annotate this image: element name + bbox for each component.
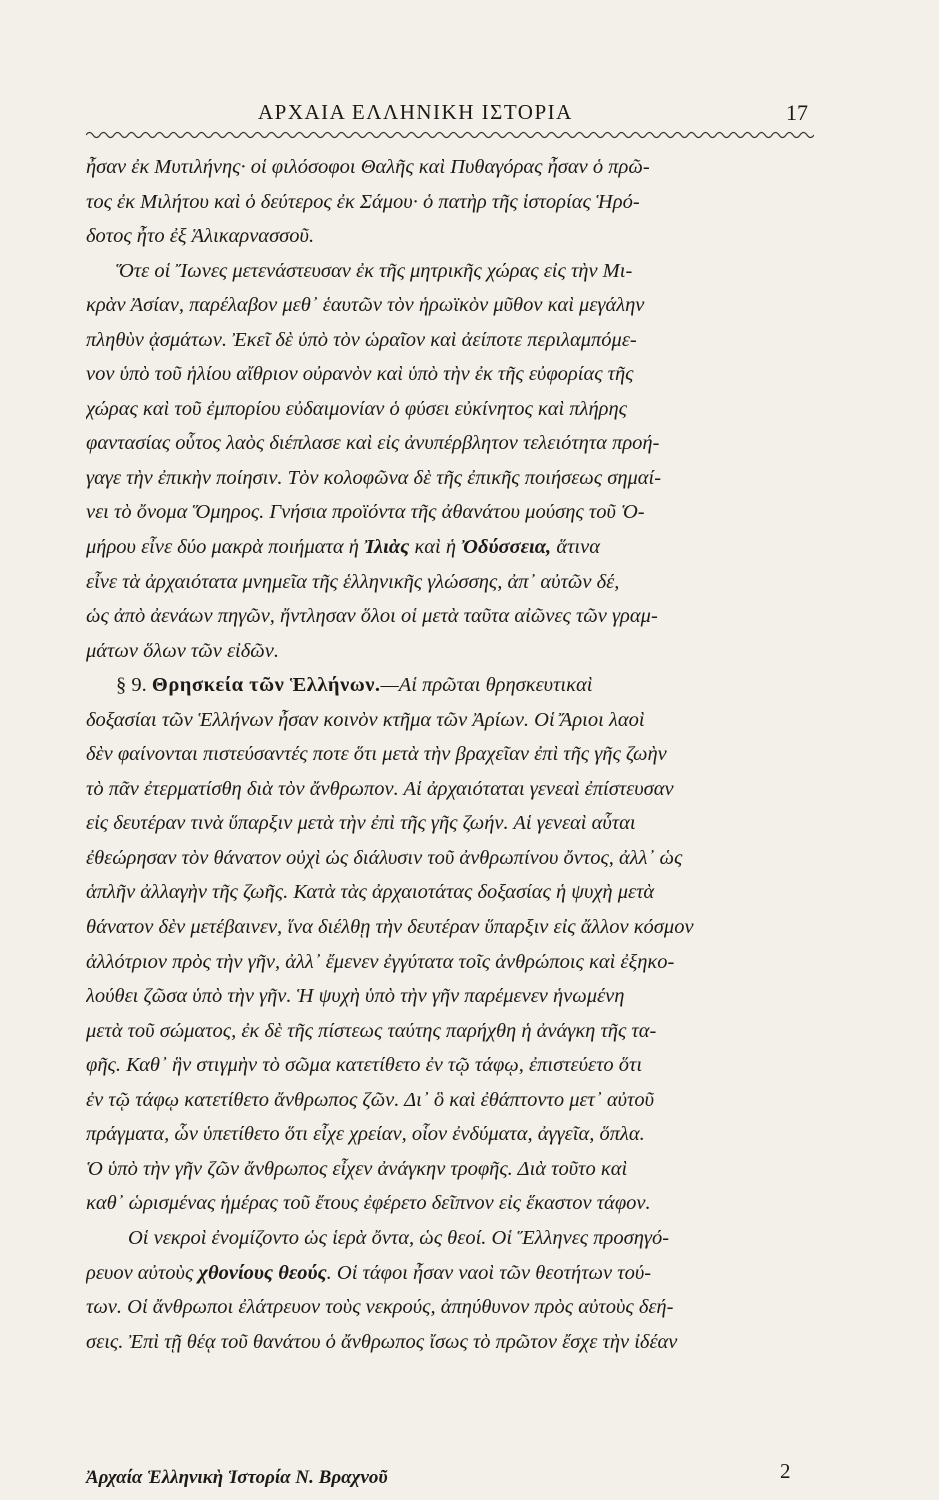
text-line: δὲν φαίνονται πιστεύσαντές ποτε ὅτι μετὰ τὴν βραχεῖαν ἐπὶ τῆς γῆς ζωὴν: [86, 743, 667, 766]
signature-text: Ἀρχαία Ἑλληνικὴ Ἱστορία Ν. Βραχνοῦ: [86, 1467, 388, 1488]
running-head-title: ΑΡΧΑΙΑ ΕΛΛΗΝΙΚΗ ΙΣΤΟΡΙΑ: [258, 100, 573, 124]
text-line: ἐν τῷ τάφῳ κατετίθετο ἄνθρωπος ζῶν. Δι᾽ ὃ καὶ ἐθάπτοντο μετ᾽ αὐτοῦ: [86, 1088, 655, 1111]
emphasized-term: Ὀδύσσεια,: [461, 536, 552, 559]
text-line: θάνατον δὲν μετέβαινεν, ἵνα διέλθῃ τὴν δευτέραν ὕπαρξιν εἰς ἄλλον κόσμον: [86, 916, 694, 939]
emphasized-term: Ἰλιὰς: [364, 536, 410, 559]
text-run: . Οἱ τάφοι ἦσαν ναοὶ τῶν θεοτήτων τού-: [326, 1261, 652, 1284]
running-head: [0, 100, 939, 130]
page-number: 17: [786, 100, 808, 125]
text-line: σεις. Ἐπὶ τῇ θέᾳ τοῦ θανάτου ὁ ἄνθρωπος ἴσως τὸ πρῶτον ἔσχε τὴν ἰδέαν: [86, 1330, 678, 1353]
text-line: τος ἐκ Μιλήτου καὶ ὁ δεύτερος ἐκ Σάμου· ὁ πατὴρ τῆς ἱστορίας Ἡρό-: [86, 190, 640, 213]
text-run: καὶ ἡ: [409, 536, 462, 559]
text-line: φαντασίας οὗτος λαὸς διέπλασε καὶ εἰς ἀνυπέρβλητον τελειότητα προή-: [86, 432, 660, 455]
text-run: ρευον αὐτοὺς: [86, 1261, 199, 1284]
text-line: [86, 530, 818, 565]
text-line: εἶνε τὰ ἀρχαιότατα μνημεῖα τῆς ἑλληνικῆς γλώσσης, ἀπ᾽ αὐτῶν δέ,: [86, 570, 620, 593]
body-text: [86, 150, 818, 1359]
text-line: ἦσαν ἐκ Μυτιλήνης· οἱ φιλόσοφοι Θαλῆς καὶ Πυθαγόρας ἦσαν ὁ πρῶ-: [86, 156, 650, 178]
text-line: πληθὺν ᾀσμάτων. Ἐκεῖ δὲ ὑπὸ τὸν ὡραῖον καὶ ἀείποτε περιλαμπόμε-: [86, 328, 637, 351]
text-line: τὸ πᾶν ἐτερματίσθη διὰ τὸν ἄνθρωπον. Αἱ ἀρχαιόταται γενεαὶ ἐπίστευσαν: [86, 777, 674, 800]
text-line: φῆς. Καθ᾽ ἣν στιγμὴν τὸ σῶμα κατετίθετο ἐν τῷ τάφῳ, ἐπιστεύετο ὅτι: [86, 1054, 643, 1077]
text-line: εἰς δευτέραν τινὰ ὕπαρξιν μετὰ τὴν ἐπὶ τῆς γῆς ζωήν. Αἱ γενεαὶ αὗται: [86, 812, 636, 835]
text-line: καθ᾽ ὡρισμένας ἡμέρας τοῦ ἔτους ἐφέρετο δεῖπνον εἰς ἕκαστον τάφον.: [86, 1192, 651, 1215]
section-heading: Θρησκεία τῶν Ἑλλήνων.: [151, 674, 381, 697]
text-line: Ὁ ὑπὸ τὴν γῆν ζῶν ἄνθρωπος εἶχεν ἀνάγκην τροφῆς. Διὰ τοῦτο καὶ: [86, 1157, 628, 1180]
text-run: μήρου εἶνε δύο μακρὰ ποιήματα ἡ: [86, 536, 365, 559]
section-number: § 9.: [116, 674, 147, 697]
text-line: μετὰ τοῦ σώματος, ἐκ δὲ τῆς πίστεως ταύτης παρήχθη ἡ ἀνάγκη τῆς τα-: [86, 1019, 657, 1042]
text-line: ἀλλότριον πρὸς τὴν γῆν, ἀλλ᾽ ἔμενεν ἐγγύτατα τοῖς ἀνθρώποις καὶ ἐξηκο-: [86, 950, 675, 973]
text-line: [86, 1221, 818, 1256]
text-line: δοξασίαι τῶν Ἑλλήνων ἦσαν κοινὸν κτῆμα τῶν Ἀρίων. Οἱ Ἄριοι λαοὶ: [86, 708, 645, 731]
emphasized-term: χθονίους θεούς: [198, 1261, 327, 1284]
text-line: γαγε τὴν ἐπικὴν ποίησιν. Τὸν κολοφῶνα δὲ τῆς ἐπικῆς ποιήσεως σημαί-: [86, 466, 662, 489]
text-line: νει τὸ ὄνομα Ὅμηρος. Γνήσια προϊόντα τῆς ἀθανάτου μούσης τοῦ Ὁ-: [86, 501, 645, 524]
text-line: πράγματα, ὧν ὑπετίθετο ὅτι εἶχε χρείαν, οἷον ἐνδύματα, ἀγγεῖα, ὅπλα.: [86, 1123, 645, 1146]
text-line: δοτος ἦτο ἐξ Ἁλικαρνασσοῦ.: [86, 225, 315, 248]
text-line: των. Οἱ ἄνθρωποι ἐλάτρευον τοὺς νεκρούς, ἀπηύθυνον πρὸς αὐτοὺς δεή-: [86, 1296, 674, 1319]
text-line: λούθει ζῶσα ὑπὸ τὴν γῆν. Ἡ ψυχὴ ὑπὸ τὴν γῆν παρέμενεν ἡνωμένη: [86, 985, 625, 1008]
text-line: χώρας καὶ τοῦ ἐμπορίου εὐδαιμονίαν ὁ φύσει εὐκίνητος καὶ πλήρης: [86, 397, 627, 420]
signature-mark: 2: [780, 1459, 791, 1483]
ornamental-wavy-rule: [86, 128, 814, 142]
text-run: ἅτινα: [551, 536, 600, 559]
text-run: Οἱ νεκροὶ ἐνομίζοντο ὡς ἱερὰ ὄντα, ὡς θεοί. Οἱ Ἕλληνες προσηγό-: [128, 1226, 670, 1249]
text-line: κρὰν Ἀσίαν, παρέλαβον μεθ᾽ ἑαυτῶν τὸν ἡρωϊκὸν μῦθον καὶ μεγάλην: [86, 294, 645, 317]
text-line: μάτων ὅλων τῶν εἰδῶν.: [86, 639, 279, 662]
text-line: [86, 1256, 818, 1291]
text-line: Ὅτε οἱ Ἴωνες μετενάστευσαν ἐκ τῆς μητρικῆς χώρας εἰς τὴν Μι-: [116, 259, 633, 282]
text-line: [86, 668, 818, 703]
text-line: νον ὑπὸ τοῦ ἡλίου αἴθριον οὐρανὸν καὶ ὑπὸ τὴν ἐκ τῆς εὐφορίας τῆς: [86, 363, 634, 386]
text-line: ἐθεώρησαν τὸν θάνατον οὐχὶ ὡς διάλυσιν τοῦ ἀνθρωπίνου ὄντος, ἀλλ᾽ ὡς: [86, 846, 683, 869]
text-run: —Αἱ πρῶται θρησκευτικαὶ: [380, 674, 593, 697]
text-line: ὡς ἀπὸ ἀενάων πηγῶν, ἤντλησαν ὅλοι οἱ μετὰ ταῦτα αἰῶνες τῶν γραμ-: [86, 605, 658, 628]
signature-line: [86, 1459, 818, 1495]
text-line: ἁπλῆν ἀλλαγὴν τῆς ζωῆς. Κατὰ τὰς ἀρχαιοτάτας δοξασίας ἡ ψυχὴ μετὰ: [86, 881, 655, 904]
